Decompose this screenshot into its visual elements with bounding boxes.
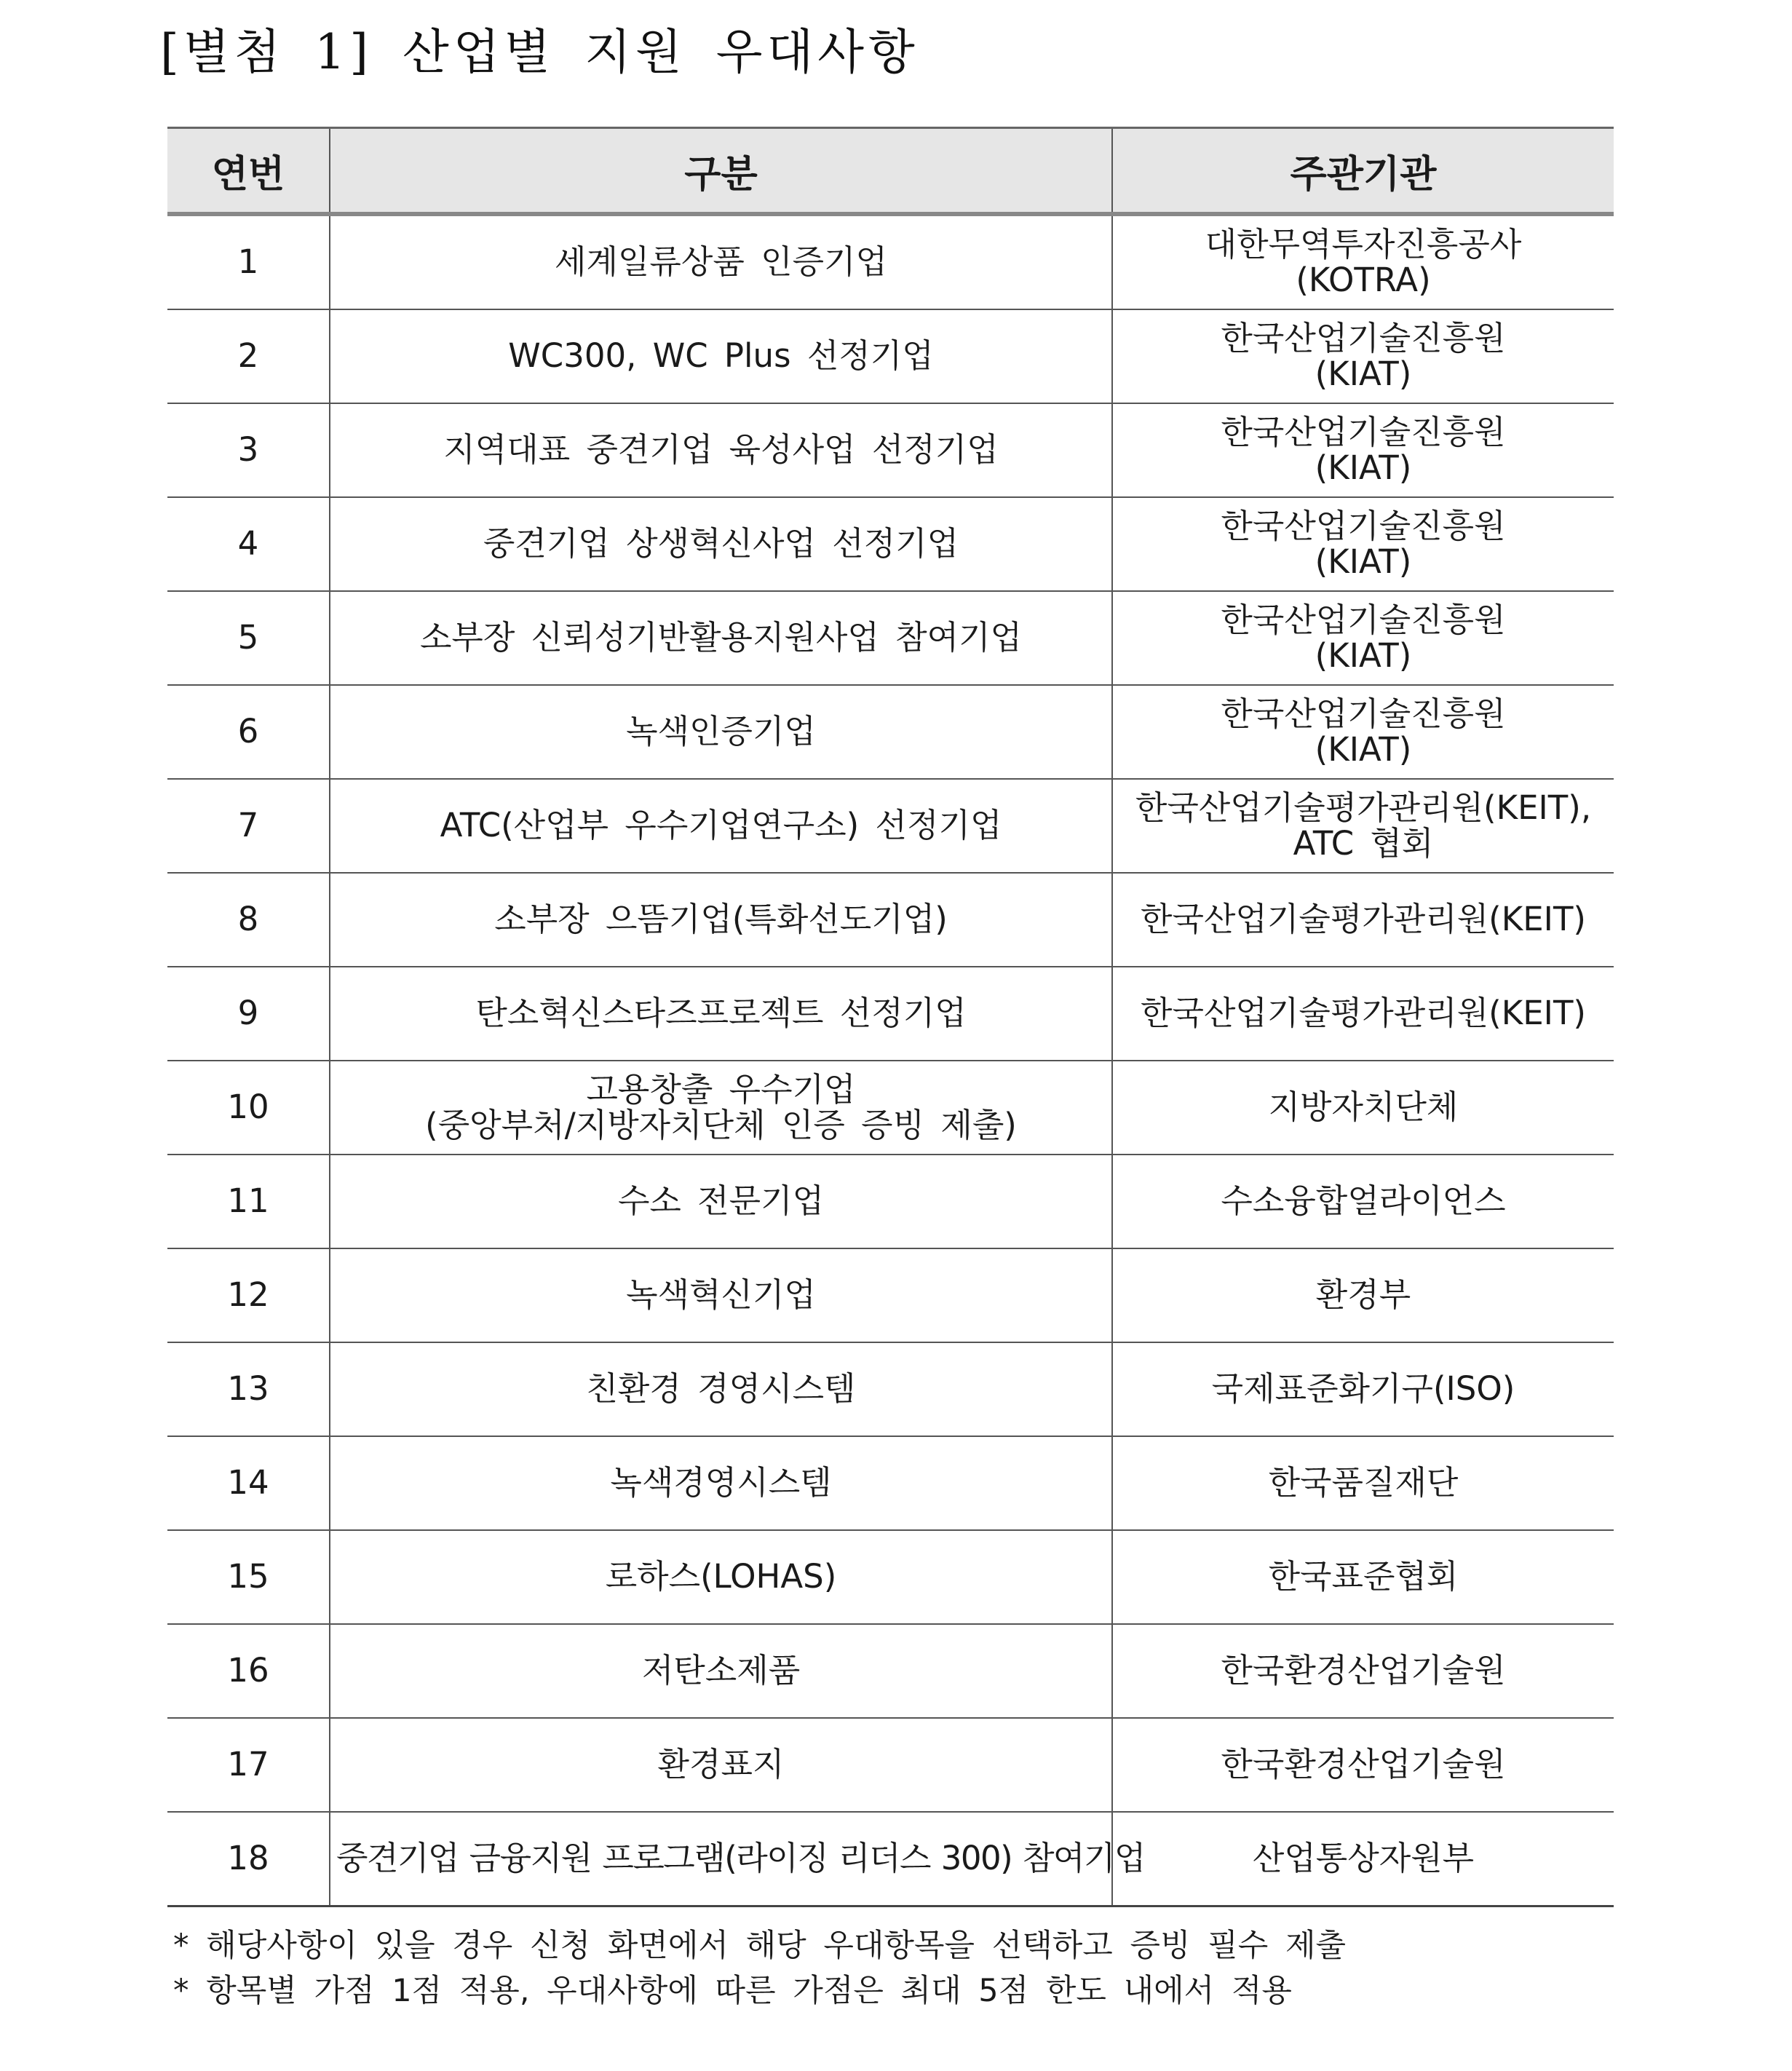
- category-line: 녹색혁신기업: [626, 1275, 816, 1315]
- row-number: 17: [167, 1718, 330, 1812]
- table-row: [167, 685, 1614, 779]
- footnote-points: * 항목별 가점 1점 적용, 우대사항에 따른 가점은 최대 5점 한도 내에서 적용: [173, 1973, 1292, 2009]
- row-category: [330, 1248, 1112, 1342]
- row-category: [330, 873, 1112, 967]
- category-line: (중앙부처/지방자치단체 인증 증빙 제출): [425, 1105, 1017, 1144]
- row-number: 4: [167, 497, 330, 591]
- category-line: 소부장 신뢰성기반활용지원사업 참여기업: [419, 618, 1023, 657]
- agency-line: (KIAT): [1315, 729, 1412, 769]
- row-number: 2: [167, 309, 330, 403]
- table-row: [167, 1624, 1614, 1718]
- row-agency: [1112, 1342, 1614, 1436]
- agency-line: 한국환경산업기술원: [1221, 1651, 1506, 1690]
- row-category: [330, 685, 1112, 779]
- table-row: [167, 1812, 1614, 1906]
- row-agency: [1112, 1718, 1614, 1812]
- category-line: 세계일류상품 인증기업: [554, 242, 887, 282]
- row-agency: [1112, 1436, 1614, 1530]
- table-row: [167, 1061, 1614, 1155]
- category-line: 녹색경영시스템: [610, 1463, 832, 1502]
- row-category: [330, 779, 1112, 873]
- row-agency: [1112, 309, 1614, 403]
- row-number: 12: [167, 1248, 330, 1342]
- category-line: 로하스(LOHAS): [605, 1557, 837, 1596]
- row-category: [330, 1812, 1145, 1906]
- agency-line: (KIAT): [1315, 635, 1412, 675]
- row-number: 10: [167, 1061, 330, 1155]
- row-number: 13: [167, 1342, 330, 1436]
- category-line: ATC(산업부 우수기업연구소) 선정기업: [440, 806, 1002, 845]
- row-agency: [1112, 403, 1614, 497]
- row-agency: [1112, 779, 1614, 873]
- category-line: 수소 전문기업: [617, 1181, 825, 1221]
- row-agency: [1112, 873, 1614, 967]
- agency-line: 한국환경산업기술원: [1221, 1745, 1506, 1784]
- category-line: 탄소혁신스타즈프로젝트 선정기업: [475, 994, 967, 1033]
- table-row: [167, 403, 1614, 497]
- category-line: 저탄소제품: [641, 1651, 801, 1690]
- row-number: 5: [167, 591, 330, 685]
- row-agency: [1112, 1812, 1614, 1906]
- table-row: [167, 873, 1614, 967]
- row-category: [330, 1718, 1112, 1812]
- row-agency: [1112, 214, 1614, 309]
- row-number: 14: [167, 1436, 330, 1530]
- row-number: 16: [167, 1624, 330, 1718]
- table-row: [167, 1530, 1614, 1624]
- table-row: [167, 967, 1614, 1061]
- agency-line: 대한무역투자진흥공사: [1205, 224, 1522, 264]
- agency-line: 한국산업기술진흥원: [1221, 318, 1506, 357]
- footnotes: [173, 1923, 1346, 2013]
- table-row: [167, 591, 1614, 685]
- row-agency: [1112, 497, 1614, 591]
- row-agency: [1112, 1624, 1614, 1718]
- row-number: 11: [167, 1155, 330, 1248]
- agency-line: 한국품질재단: [1268, 1463, 1459, 1502]
- agency-line: 한국산업기술진흥원: [1221, 506, 1506, 545]
- category-line: 중견기업 상생혁신사업 선정기업: [483, 524, 959, 563]
- row-number: 18: [167, 1812, 330, 1906]
- table-row: [167, 779, 1614, 873]
- table-row: [167, 1718, 1614, 1812]
- agency-line: (KOTRA): [1296, 260, 1431, 299]
- agency-line: (KIAT): [1315, 542, 1412, 581]
- header-agency: 주관기관: [1112, 128, 1614, 215]
- table-row: [167, 1342, 1614, 1436]
- row-agency: [1112, 1530, 1614, 1624]
- header-number: 연번: [167, 128, 330, 215]
- agency-line: 한국산업기술평가관리원(KEIT): [1141, 900, 1586, 939]
- agency-line: ATC 협회: [1293, 823, 1434, 863]
- row-number: 1: [167, 214, 330, 309]
- row-category: [330, 403, 1112, 497]
- row-agency: [1112, 967, 1614, 1061]
- row-agency: [1112, 685, 1614, 779]
- row-number: 7: [167, 779, 330, 873]
- agency-line: 한국산업기술평가관리원(KEIT): [1141, 994, 1586, 1033]
- table-row: [167, 1248, 1614, 1342]
- row-number: 6: [167, 685, 330, 779]
- row-category: [330, 1436, 1112, 1530]
- row-category: [330, 1061, 1112, 1155]
- row-category: [330, 1342, 1112, 1436]
- category-line: 지역대표 중견기업 육성사업 선정기업: [443, 430, 999, 470]
- row-category: [330, 967, 1112, 1061]
- row-number: 15: [167, 1530, 330, 1624]
- category-line: 고용창출 우수기업: [586, 1069, 856, 1109]
- row-agency: [1112, 1248, 1614, 1342]
- header-category: 구분: [330, 128, 1112, 215]
- table-row: [167, 309, 1614, 403]
- row-category: [330, 214, 1112, 309]
- row-category: [330, 1624, 1112, 1718]
- row-number: 9: [167, 967, 330, 1061]
- table-header: [167, 128, 1614, 215]
- agency-line: (KIAT): [1315, 448, 1412, 487]
- row-agency: [1112, 1155, 1614, 1248]
- benefits-table: [167, 127, 1614, 1907]
- agency-line: (KIAT): [1315, 354, 1412, 393]
- table-row: [167, 1155, 1614, 1248]
- row-agency: [1112, 591, 1614, 685]
- row-category: [330, 591, 1112, 685]
- table-row: [167, 497, 1614, 591]
- row-category: [330, 497, 1112, 591]
- category-line: 중견기업 금융지원 프로그램(라이징 리더스 300) 참여기업: [336, 1839, 1145, 1878]
- category-line: 친환경 경영시스템: [586, 1369, 856, 1409]
- agency-line: 국제표준화기구(ISO): [1211, 1369, 1515, 1409]
- row-category: [330, 1155, 1112, 1248]
- row-agency: [1112, 1061, 1614, 1155]
- agency-line: 환경부: [1315, 1275, 1411, 1315]
- category-line: 소부장 으뜸기업(특화선도기업): [494, 900, 948, 939]
- row-category: [330, 1530, 1112, 1624]
- agency-line: 한국산업기술진흥원: [1221, 412, 1506, 451]
- agency-line: 한국산업기술진흥원: [1221, 600, 1506, 639]
- document-title: [별첨 1] 산업별 지원 우대사항: [160, 24, 919, 80]
- agency-line: 한국산업기술평가관리원(KEIT),: [1135, 788, 1592, 827]
- row-category: [330, 309, 1112, 403]
- agency-line: 지방자치단체: [1268, 1088, 1459, 1127]
- row-number: 3: [167, 403, 330, 497]
- footnote-evidence: * 해당사항이 있을 경우 신청 화면에서 해당 우대항목을 선택하고 증빙 필수 제출: [173, 1928, 1347, 1964]
- agency-line: 한국표준협회: [1268, 1557, 1459, 1596]
- category-line: 환경표지: [657, 1745, 785, 1784]
- row-number: 8: [167, 873, 330, 967]
- table-row: [167, 1436, 1614, 1530]
- agency-line: 한국산업기술진흥원: [1221, 694, 1506, 733]
- table-body: [167, 214, 1614, 1906]
- agency-line: 수소융합얼라이언스: [1221, 1181, 1506, 1221]
- category-line: 녹색인증기업: [626, 712, 816, 751]
- category-line: WC300, WC Plus 선정기업: [508, 336, 934, 376]
- table-row: [167, 214, 1614, 309]
- agency-line: 산업통상자원부: [1252, 1839, 1475, 1878]
